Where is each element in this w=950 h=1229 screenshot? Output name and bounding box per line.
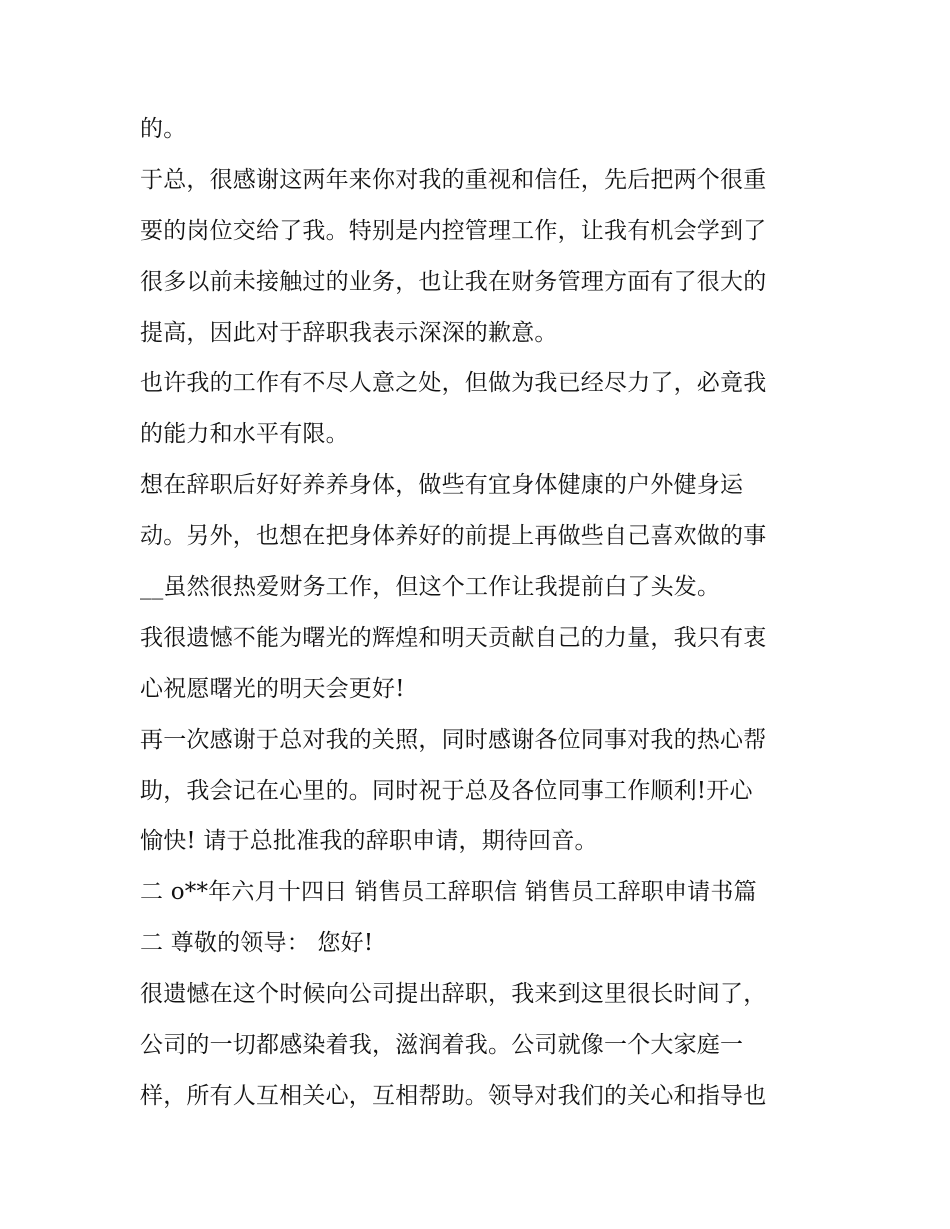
text-line: 的。 (140, 116, 187, 142)
text-line: 动。另外，也想在把身体养好的前提上再做些自己喜欢做的事 (140, 523, 767, 550)
text-line: 要的岗位交给了我。特别是内控管理工作，让我有机会学到了 (140, 217, 767, 244)
text-line: 也许我的工作有不尽人意之处，但做为我已经尽力了，必竟我 (140, 370, 767, 397)
text-line: 很多以前未接触过的业务，也让我在财务管理方面有了很大的 (140, 268, 767, 295)
text-line: 心祝愿曙光的明天会更好! (140, 675, 405, 702)
text-line: 我很遗憾不能为曙光的辉煌和明天贡献自己的力量，我只有衷 (140, 624, 767, 651)
text-line: 再一次感谢于总对我的关照，同时感谢各位同事对我的热心帮 (140, 726, 767, 753)
letter-body (140, 104, 830, 1122)
text-line: 二 尊敬的领导： 您好! (140, 930, 374, 957)
text-line: 想在辞职后好好养养身体，做些有宜身体健康的户外健身运 (140, 472, 744, 499)
text-line: 提高，因此对于辞职我表示深深的歉意。 (140, 319, 558, 346)
text-line: 于总，很感谢这两年来你对我的重视和信任，先后把两个很重 (140, 166, 767, 193)
text-line: 愉快! 请于总批准我的辞职申请，期待回音。 (140, 828, 598, 855)
text-line: 样，所有人互相关心，互相帮助。领导对我们的关心和指导也 (140, 1082, 767, 1109)
text-line: 二 o**年六月十四日 销售员工辞职信 销售员工辞职申请书篇 (140, 879, 757, 906)
text-line: __虽然很热爱财务工作，但这个工作让我提前白了头发。 (140, 574, 721, 601)
text-line: 公司的一切都感染着我，滋润着我。公司就像一个大家庭一 (140, 1032, 744, 1059)
text-line: 助，我会记在心里的。同时祝于总及各位同事工作顺利!开心 (140, 777, 753, 804)
text-line: 的能力和水平有限。 (140, 421, 349, 448)
text-line: 很遗憾在这个时候向公司提出辞职，我来到这里很长时间了， (140, 981, 767, 1008)
